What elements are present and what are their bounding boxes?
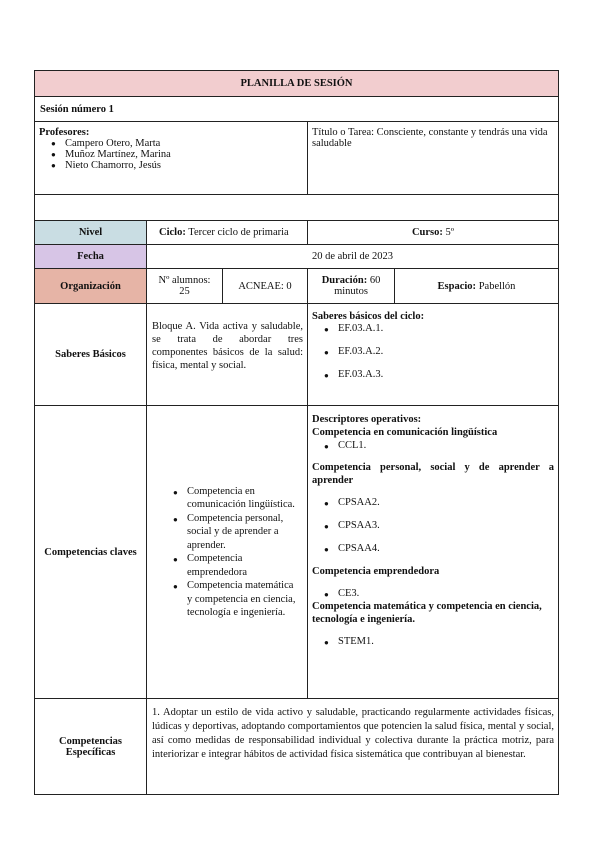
teacher-name: ● Muñoz Martínez, Marina (65, 149, 303, 160)
key-competences-list (167, 485, 299, 620)
key-competences-label: Competencias claves (35, 406, 147, 699)
cycle-knowledge-list (312, 322, 554, 381)
descriptor-item: ● CE3. (338, 587, 554, 600)
duration-value: 60 minutos (334, 275, 381, 297)
descriptor-heading: Competencia emprendedora (312, 566, 440, 577)
descriptor-item: ● CCL1. (338, 439, 554, 452)
descriptor-list (312, 439, 554, 452)
key-competences-cell (147, 406, 308, 699)
course-label: Curso: (411, 227, 443, 238)
knowledge-block: Bloque A. Vida activa y saludable, se trata de abordar tres componentes básicos de la salud: física, mental y social. (147, 304, 308, 406)
blank-row (35, 195, 559, 221)
level-label: Nivel (35, 221, 147, 245)
session-number: Sesión número 1 (35, 97, 559, 122)
space-label: Espacio: (437, 280, 477, 292)
organization-label: Organización (35, 269, 147, 304)
teachers-cell (35, 122, 308, 195)
cycle-value: Tercer ciclo de primaria (188, 227, 289, 238)
cycle-label: Ciclo: (159, 227, 186, 238)
task-title: Título o Tarea: Consciente, constante y tendrás una vida saludable (308, 122, 559, 195)
space-value: Pabellón (478, 280, 516, 292)
session-sheet (34, 70, 558, 773)
knowledge-item: ● EF.03.A.3. (338, 368, 554, 381)
descriptors-label: Descriptores operativos: (312, 414, 422, 425)
date-value: 20 de abril de 2023 (147, 245, 559, 269)
descriptor-list (312, 635, 554, 648)
cycle-knowledge-cell (308, 304, 559, 406)
teachers-list (39, 138, 303, 171)
descriptor-item: ● CPSAA2. (338, 496, 554, 509)
descriptor-heading: Competencia matemática y competencia en ciencia, tecnología e ingeniería. (312, 601, 542, 625)
duration-cell (308, 269, 395, 304)
space-cell (395, 269, 559, 304)
descriptors-cell (308, 406, 559, 699)
students-cell (147, 269, 223, 304)
session-table (34, 70, 559, 795)
specific-competences-label: Competencias Específicas (35, 699, 147, 795)
course-value: 5º (445, 227, 455, 238)
competence-item: ● Competencia personal, social y de aprender a aprender. (187, 512, 299, 553)
teachers-label: Profesores: (39, 127, 90, 138)
knowledge-label: Saberes Básicos (35, 304, 147, 406)
students-label: Nº alumnos: (158, 275, 211, 286)
teacher-name: ● Campero Otero, Marta (65, 138, 303, 149)
teacher-name: ● Nieto Chamorro, Jesús (65, 160, 303, 171)
duration-label: Duración: (321, 275, 368, 286)
cycle-cell (147, 221, 308, 245)
cycle-knowledge-label: Saberes básicos del ciclo: (312, 311, 425, 322)
specific-competences-text: 1. Adoptar un estilo de vida activo y saludable, practicando regularmente actividades físicas, lúdicas y deportivas, adoptando comportamientos que potencien la salud física, mental y social, así como medidas de responsabilidad individual y colectiva durante la práctica motriz, para interiorizar e integrar hábitos de actividad física sistemática que contribuyan al bienestar. (147, 699, 559, 795)
students-value: 25 (179, 286, 190, 297)
descriptor-item: ● CPSAA3. (338, 519, 554, 532)
knowledge-item: ● EF.03.A.2. (338, 345, 554, 358)
sheet-title: PLANILLA DE SESIÓN (35, 71, 559, 97)
descriptor-list (312, 496, 554, 555)
course-cell (308, 221, 559, 245)
knowledge-item: ● EF.03.A.1. (338, 322, 554, 335)
acneae-value: ACNEAE: 0 (223, 269, 308, 304)
descriptor-item: ● CPSAA4. (338, 542, 554, 555)
descriptor-heading: Competencia personal, social y de aprender a aprender (312, 462, 554, 486)
descriptor-list (312, 587, 554, 600)
competence-item: ● Competencia emprendedora (187, 552, 299, 579)
descriptor-heading: Competencia en comunicación lingüística (312, 427, 498, 438)
date-label: Fecha (35, 245, 147, 269)
descriptor-item: ● STEM1. (338, 635, 554, 648)
competence-item: ● Competencia matemática y competencia en ciencia, tecnología e ingeniería. (187, 579, 299, 620)
competence-item: ● Competencia en comunicación lingüística. (187, 485, 299, 512)
